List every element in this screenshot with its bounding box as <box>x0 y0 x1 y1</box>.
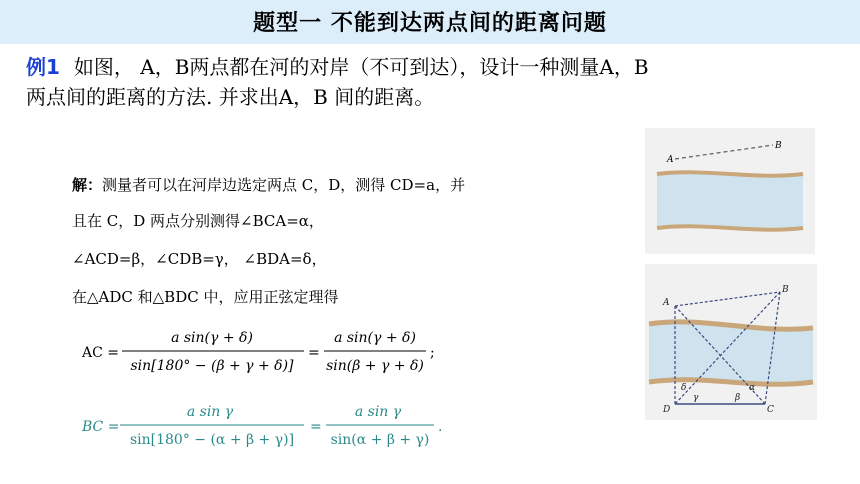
figure-label-a: A <box>663 298 670 308</box>
figure-label-beta: β <box>735 393 741 403</box>
figure-top-river <box>657 172 803 229</box>
title-banner <box>0 0 860 46</box>
solution-text-1: 测量者可以在河岸边选定两点 C，D，测得 CD=a，并 <box>102 176 466 194</box>
problem-text-2: 两点间的距离的方法. 并求出A，B 间的距离。 <box>26 85 435 109</box>
formula-bc-num2: a sin γ <box>354 404 402 420</box>
example-label: 例1 <box>26 55 60 79</box>
formula-bc-end: . <box>438 419 443 435</box>
formula-ac-num2: a sin(γ + δ) <box>334 330 416 346</box>
formula-ac-den1: sin[180° − (β + γ + δ)] <box>130 358 294 374</box>
formula-ac-end: ; <box>430 345 435 361</box>
figure-label-b: B <box>782 285 789 295</box>
formula-bc-den1: sin[180° − (α + β + γ)] <box>129 432 295 448</box>
solution-text-4: 在△ADC 和△BDC 中，应用正弦定理得 <box>72 288 339 306</box>
formula-bc <box>82 398 482 456</box>
formula-ac <box>82 322 462 380</box>
formula-bc-lhs: BC = <box>82 419 120 435</box>
figure-river-top <box>645 128 815 254</box>
formula-bc-den2: sin(α + β + γ) <box>330 432 430 448</box>
formula-ac-eq: = <box>308 345 320 361</box>
formula-bc-num1: a sin γ <box>186 404 234 420</box>
solution-line-1 <box>72 174 465 195</box>
figure-top-label-a: A <box>667 155 674 165</box>
formula-ac-lhs: AC = <box>82 345 120 361</box>
figure-label-alpha: α <box>749 383 756 393</box>
solution-text-3: ∠ACD=β，∠CDB=γ， ∠BDA=δ， <box>72 250 327 268</box>
figure-label-c: C <box>767 405 774 415</box>
problem-statement <box>26 52 826 112</box>
figure-label-gamma: γ <box>693 393 699 403</box>
figure-label-d: D <box>663 405 671 415</box>
formula-ac-den2: sin(β + γ + δ) <box>326 358 424 374</box>
solution-label: 解： <box>72 176 103 194</box>
formula-ac-num1: a sin(γ + δ) <box>171 330 253 346</box>
page-title: 题型一 不能到达两点间的距离问题 <box>253 11 607 36</box>
figure-label-delta: δ <box>681 383 687 393</box>
problem-text-1: 如图， A，B两点都在河的对岸（不可到达），设计一种测量A，B <box>73 55 649 79</box>
solution-text-2: 且在 C，D 两点分别测得∠BCA=α， <box>72 212 324 230</box>
figure-river-bottom <box>645 264 817 420</box>
formula-bc-eq: = <box>310 419 322 435</box>
problem-line-1 <box>26 52 826 82</box>
figure-top-label-b: B <box>775 141 782 151</box>
